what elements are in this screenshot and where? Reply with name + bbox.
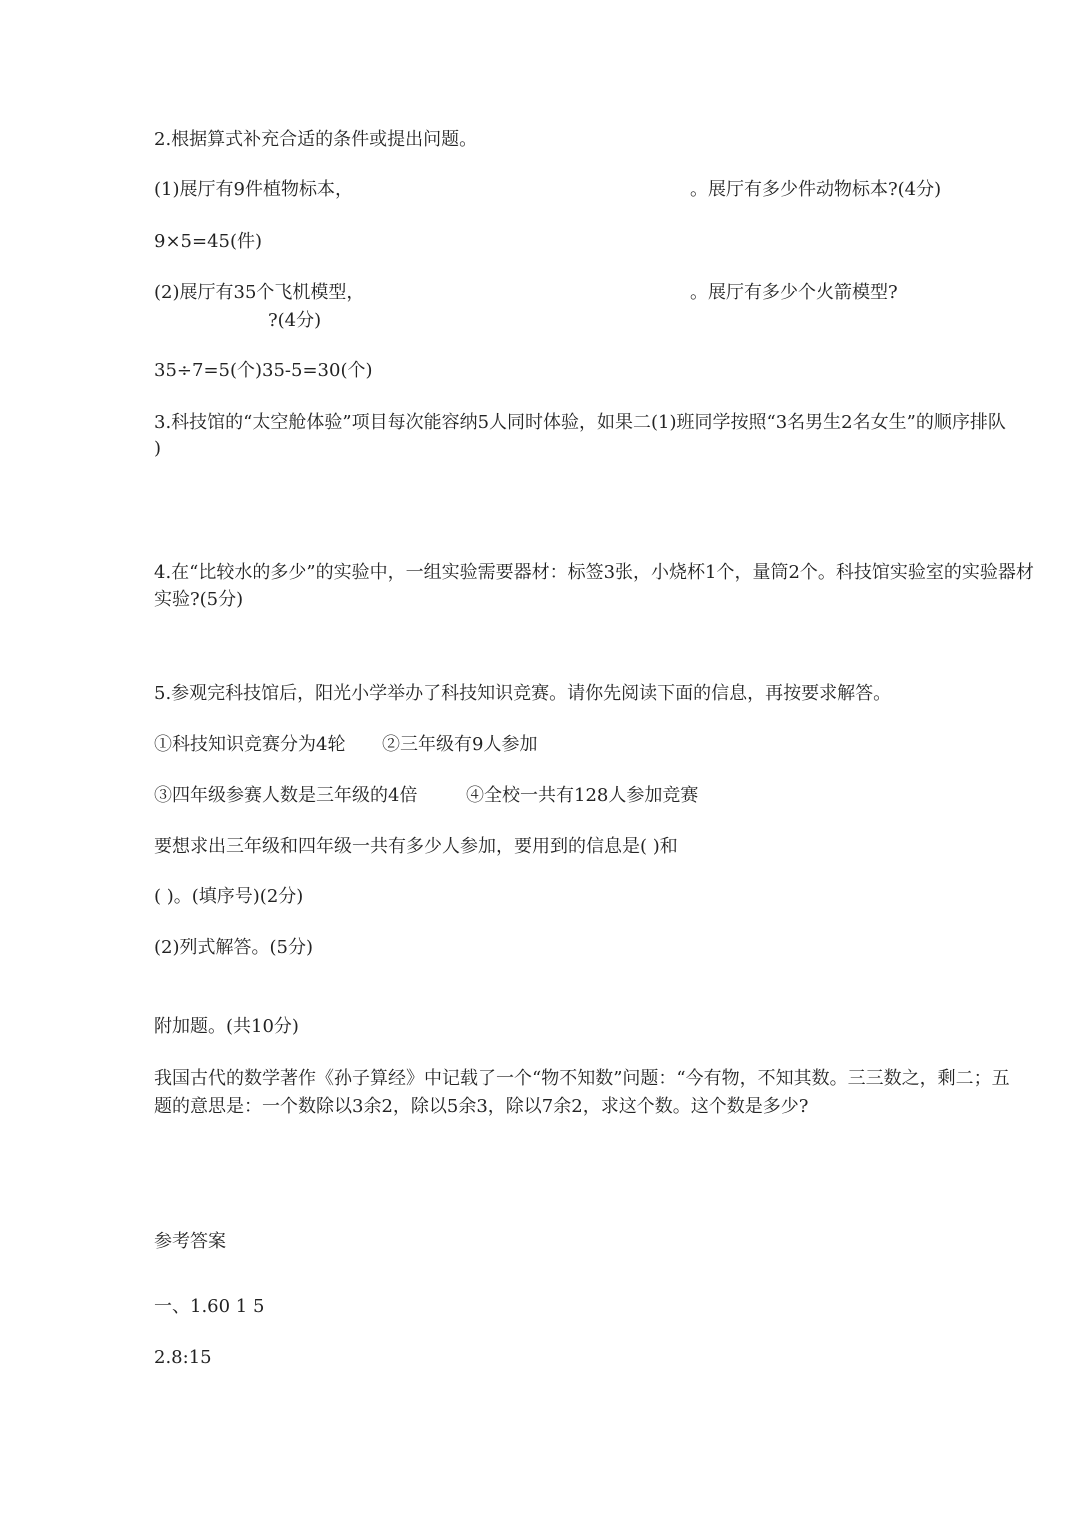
q5-info1: ①科技知识竞赛分为4轮 [154,734,346,755]
q2-part2-question: 。展厅有多少个火箭模型? [690,282,898,303]
q5-ask2: ( )。(填序号)(2分) [154,886,304,907]
q2-title: 2.根据算式补充合适的条件或提出问题。 [154,129,478,150]
answer-1: 一、1.60 1 5 [154,1296,265,1317]
q2-part1-formula: 9×5=45(件) [154,231,263,252]
q5-info3: ③四年级参赛人数是三年级的4倍 [154,785,418,806]
q2-part2-condition: (2)展厅有35个飞机模型， [154,282,365,303]
q5-ask3: (2)列式解答。(5分) [154,937,313,958]
extra-line1: 我国古代的数学著作《孙子算经》中记载了一个“物不知数”问题：“今有物，不知其数。三三数之，剩二；五 [154,1068,1010,1089]
answers-title: 参考答案 [154,1231,226,1252]
q2-part2-continued: ?(4分) [268,310,322,331]
extra-line2: 题的意思是：一个数除以3余2，除以5余3，除以7余2，求这个数。这个数是多少? [154,1096,809,1117]
q2-part2-formula: 35÷7=5(个)35-5=30(个) [154,360,373,381]
q3-line1: 3.科技馆的“太空舱体验”项目每次能容纳5人同时体验，如果二(1)班同学按照“3名男生2名女生”的顺序排队 [154,412,1006,433]
q2-part1-question: 。展厅有多少件动物标本?(4分) [690,179,942,200]
q5-ask1: 要想求出三年级和四年级一共有多少人参加，要用到的信息是( )和 [154,836,678,857]
q5-title: 5.参观完科技馆后，阳光小学举办了科技知识竞赛。请你先阅读下面的信息，再按要求解答。 [154,683,892,704]
answer-2: 2.8:15 [154,1347,212,1368]
q3-line2: ) [154,438,162,459]
q5-info2: ②三年级有9人参加 [382,734,538,755]
q4-line1: 4.在“比较水的多少”的实验中，一组实验需要器材：标签3张，小烧杯1个，量筒2个。科技馆实验室的实验器材 [154,562,1034,583]
q4-line2: 实验?(5分) [154,589,244,610]
q5-info4: ④全校一共有128人参加竞赛 [466,785,699,806]
extra-title: 附加题。(共10分) [154,1016,299,1037]
q2-part1-condition: (1)展厅有9件植物标本， [154,179,353,200]
